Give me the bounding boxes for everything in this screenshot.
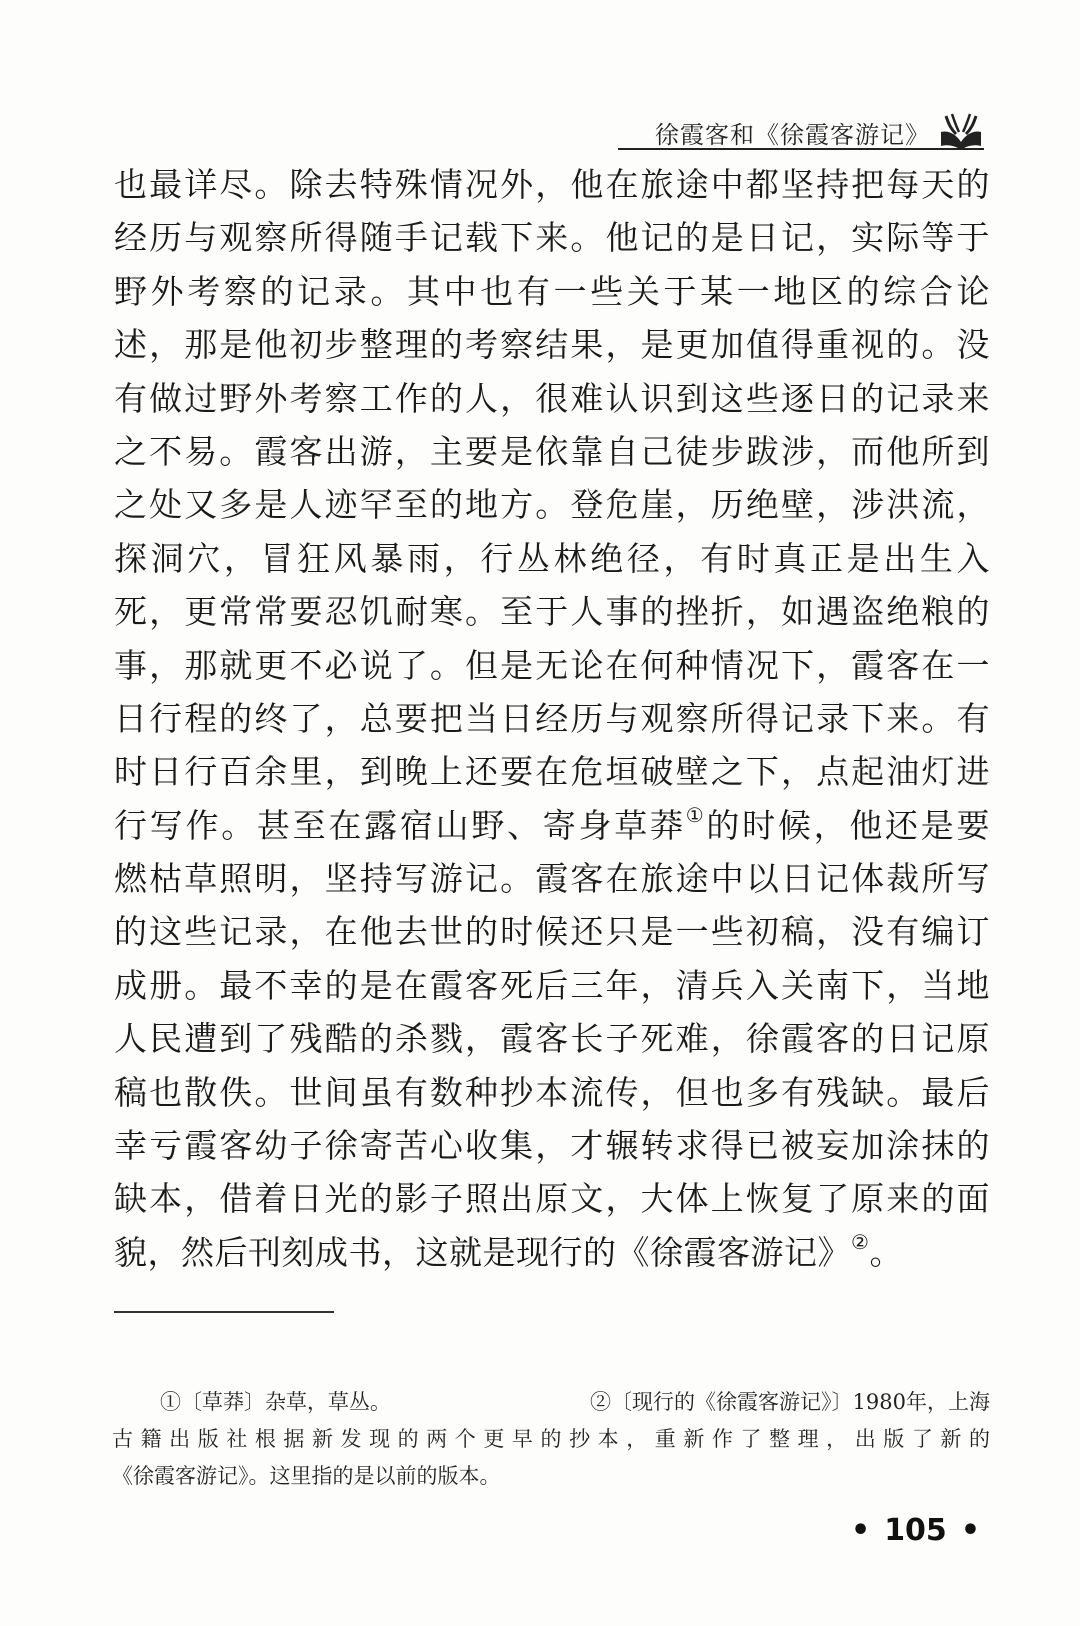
text-line: 稿也散佚。世间虽有数种抄本流传，但也多有残缺。最后 bbox=[114, 1072, 990, 1112]
text-segment: 行写作。甚至在露宿山野、寄身草莽 bbox=[114, 805, 686, 845]
text-segment: 貌，然后刊刻成书，这就是现行的《徐霞客游记》 bbox=[114, 1232, 851, 1272]
running-header bbox=[655, 112, 984, 152]
footnote-line: 《徐霞客游记》。这里指的是以前的版本。 bbox=[112, 1464, 501, 1488]
text-line-with-note bbox=[114, 1226, 990, 1279]
footnote-ref-2: ② bbox=[851, 1229, 870, 1254]
footnotes bbox=[112, 1384, 990, 1495]
text-line: 之不易。霞客出游，主要是依靠自己徒步跋涉，而他所到 bbox=[114, 431, 990, 471]
text-line: 死，更常常要忍饥耐寒。至于人事的挫折，如遇盗绝粮的 bbox=[114, 592, 990, 632]
text-line: 的这些记录，在他去世的时候还只是一些初稿，没有编订 bbox=[114, 912, 990, 952]
page-number-value: 105 bbox=[884, 1513, 947, 1548]
text-line: 时日行百余里，到晚上还要在危垣破壁之下，点起油灯进 bbox=[114, 752, 990, 792]
text-line: 经历与观察所得随手记载下来。他记的是日记，实际等于 bbox=[114, 218, 990, 258]
text-line: 述，那是他初步整理的考察结果，是更加值得重视的。没 bbox=[114, 325, 990, 365]
text-line: 探洞穴，冒狂风暴雨，行丛林绝径，有时真正是出生入 bbox=[114, 538, 990, 578]
text-segment: 。 bbox=[869, 1232, 903, 1272]
text-line: 也最详尽。除去特殊情况外，他在旅途中都坚持把每天的 bbox=[114, 165, 990, 204]
footnote-line: 古籍出版社根据新发现的两个更早的抄本，重新作了整理，出版了新的 bbox=[112, 1427, 990, 1451]
text-line: 幸亏霞客幼子徐寄苦心收集，才辗转求得已被妄加涂抹的 bbox=[114, 1126, 990, 1166]
text-line: 野外考察的记录。其中也有一些关于某一地区的综合论 bbox=[114, 271, 990, 311]
header-rule bbox=[618, 148, 984, 150]
text-line: 燃枯草照明，坚持写游记。霞客在旅途中以日记体裁所写 bbox=[114, 859, 990, 899]
footnote-ref-1: ① bbox=[685, 802, 707, 827]
bullet-icon: • bbox=[851, 1513, 871, 1548]
bullet-icon: • bbox=[960, 1513, 980, 1548]
text-line-with-note bbox=[114, 799, 990, 852]
text-line: 之处又多是人迹罕至的地方。登危崖，历绝壁，涉洪流， bbox=[114, 485, 990, 525]
text-line: 成册。最不幸的是在霞客死后三年，清兵入关南下，当地 bbox=[114, 965, 990, 1005]
footnote-line bbox=[160, 1384, 990, 1421]
running-title: 徐霞客和《徐霞客游记》 bbox=[655, 120, 930, 149]
text-line: 日行程的终了，总要把当日经历与观察所得记录下来。有 bbox=[114, 698, 990, 738]
text-line: 缺本，借着日光的影子照出原文，大体上恢复了原来的面 bbox=[114, 1179, 990, 1219]
open-book-hands-icon bbox=[938, 112, 984, 152]
footnote-rule bbox=[114, 1311, 334, 1313]
body-text bbox=[114, 158, 990, 1279]
text-segment: 的时候，他还是要 bbox=[706, 805, 991, 845]
text-line: 事，那就更不必说了。但是无论在何种情况下，霞客在一 bbox=[114, 645, 990, 685]
footnote-1: ①〔草莽〕杂草，草丛。 bbox=[160, 1390, 391, 1414]
text-line: 有做过野外考察工作的人，很难认识到这些逐日的记录来 bbox=[114, 378, 990, 418]
text-line: 人民遭到了残酷的杀戮，霞客长子死难，徐霞客的日记原 bbox=[114, 1019, 990, 1059]
footnote-2-start: ②〔现行的《徐霞客游记》〕1980年，上海 bbox=[590, 1390, 990, 1414]
page-number bbox=[851, 1513, 980, 1548]
